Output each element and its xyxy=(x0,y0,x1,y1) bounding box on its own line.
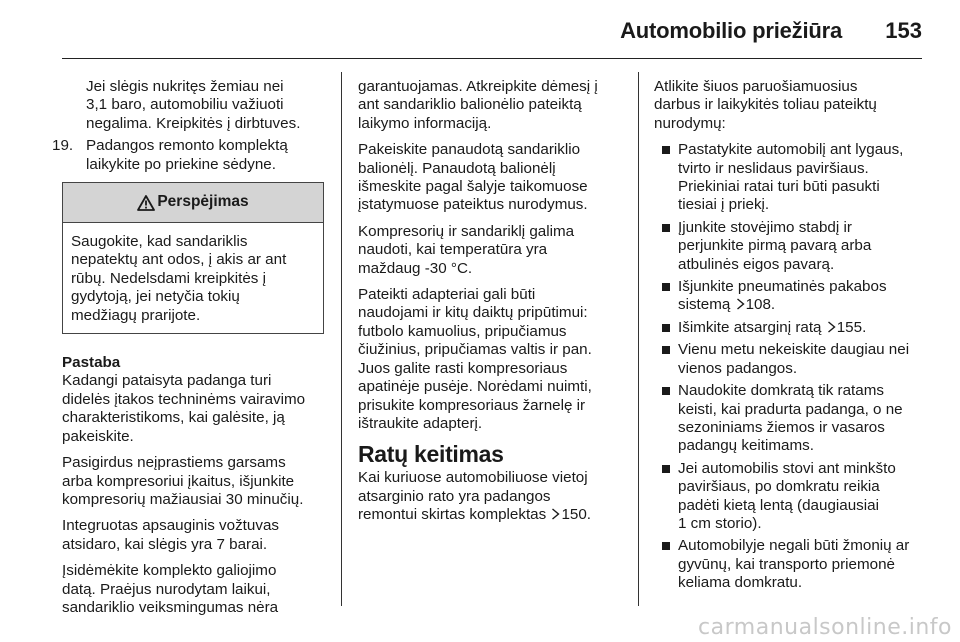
text-line: sandariklio veiksmingumas nėra xyxy=(62,598,279,616)
text-line: ant sandariklio balionėlio pateiktą xyxy=(358,96,582,114)
text-line: sistemą 108. xyxy=(678,296,776,314)
text-line: Integruotas apsauginis vožtuvas xyxy=(62,517,279,535)
text-line: Vienu metu nekeiskite daugiau nei xyxy=(678,341,910,359)
text-line: Jei automobilis stovi ant minkšto xyxy=(678,459,896,477)
text-line: perjunkite pirmą pavarą arba xyxy=(678,237,872,255)
bullet-square-icon xyxy=(662,283,670,291)
text-line: Pastatykite automobilį ant lygaus, xyxy=(678,141,904,159)
text-line: remontui skirtas komplektas 150. xyxy=(358,506,592,524)
text-line: darbus ir laikykitės toliau pateiktų xyxy=(654,96,877,114)
warning-header xyxy=(63,183,323,223)
text-line: gydytoją, jei netyčia tokių xyxy=(71,288,240,306)
section-heading: Ratų keitimas xyxy=(358,441,504,468)
note-paragraph-4 xyxy=(62,562,328,617)
text-line: kompresorių mažiausiai 30 minučių. xyxy=(62,490,304,508)
text-line: Kompresorių ir sandariklį galima xyxy=(358,222,575,240)
text-line: ištraukite adapterį. xyxy=(358,414,483,432)
text-line: Juos galite rasti kompresoriaus xyxy=(358,359,568,377)
bullet-square-icon xyxy=(662,324,670,332)
cross-reference-arrow-icon xyxy=(827,321,836,333)
warning-triangle-icon xyxy=(137,195,155,211)
text-line: Kadangi pataisyta padanga turi xyxy=(62,372,272,390)
text-line: Įsidėmėkite komplekto galiojimo xyxy=(62,562,277,580)
list-item xyxy=(654,278,924,315)
text-line: vienos padangos. xyxy=(678,359,798,377)
text-line: keliama domkratu. xyxy=(678,574,803,592)
paragraph-tire-repair-kit xyxy=(358,469,626,524)
preparation-list xyxy=(654,141,924,592)
page-reference-link[interactable]: 150. xyxy=(561,506,592,524)
text-line: didelės įtakos techninėms vairavimo xyxy=(62,390,306,408)
cross-reference-arrow-icon xyxy=(551,508,560,520)
page-number: 153 xyxy=(885,18,922,43)
text-line: išmeskite pagal šalyje taikomuose xyxy=(358,178,588,196)
text-line: keisti, kai pradurta padanga, o ne xyxy=(678,400,903,418)
paragraph-storage-info xyxy=(358,78,626,133)
page-reference-link[interactable]: 108. xyxy=(745,296,776,314)
list-item xyxy=(654,341,924,378)
note-title: Pastaba xyxy=(62,354,121,372)
paragraph-replace-bottle xyxy=(358,141,626,215)
warning-title: Perspėjimas xyxy=(157,193,249,211)
text-line: negalima. Kreipkitės į dirbtuves. xyxy=(86,114,301,132)
text-line: paviršiaus, po domkratu reikia xyxy=(678,478,880,496)
watermark: carmanualsonline.info xyxy=(698,615,952,640)
text-line: balionėlį. Panaudotą balionėlį xyxy=(358,159,556,177)
text-line: naudojami ir kitų daiktų pripūtimui: xyxy=(358,304,588,322)
column-2 xyxy=(358,78,626,533)
text-line: prisukite kompresoriaus žarnelę ir xyxy=(358,396,586,414)
text-line: maždaug -30 °C. xyxy=(358,259,473,277)
text-line: 3,1 baro, automobiliu važiuoti xyxy=(86,96,284,114)
text-line: Kai kuriuose automobiliuose vietoj xyxy=(358,469,588,487)
text-line: arba kompresoriui įkaitus, išjunkite xyxy=(62,472,295,490)
text-line: padėti kietą lentą (daugiausiai xyxy=(678,496,879,514)
text-line: Atlikite šiuos paruošiamuosius xyxy=(654,78,858,95)
text-line: Padangos remonto komplektą xyxy=(86,137,288,155)
text-line: 1 cm storio). xyxy=(678,514,762,532)
text-line: Pateikti adapteriai gali būti xyxy=(358,286,536,304)
text-line: nurodymų: xyxy=(654,114,726,132)
text-line: tiesiai į priekį. xyxy=(678,196,770,214)
warning-body xyxy=(63,223,323,333)
bullet-square-icon xyxy=(662,224,670,232)
list-item xyxy=(654,219,924,274)
text-line: atsarginio rato yra padangos xyxy=(358,487,551,505)
note-paragraph-3 xyxy=(62,517,328,554)
text-line: Priekiniai ratai turi būti pasukti xyxy=(678,178,880,196)
text-line: Jei slėgis nukritęs žemiau nei xyxy=(86,78,284,95)
text-line: laikymo informaciją. xyxy=(358,114,492,132)
column-1 xyxy=(52,78,328,625)
paragraph-adapters xyxy=(358,286,626,433)
bullet-square-icon xyxy=(662,387,670,395)
list-item xyxy=(654,141,924,215)
column-divider-2 xyxy=(638,72,639,606)
page-title: Automobilio priežiūra xyxy=(620,18,842,43)
text-line: medžiagų prarijote. xyxy=(71,306,201,324)
column-3 xyxy=(654,78,924,597)
list-item xyxy=(654,382,924,456)
text-line: garantuojamas. Atkreipkite dėmesį į xyxy=(358,78,598,95)
text-line: nepatektų ant odos, į akis ar ant xyxy=(71,251,287,269)
paragraph-temperature xyxy=(358,223,626,278)
text-line: tvirto ir neslidaus paviršiaus. xyxy=(678,159,869,177)
note-paragraph-1 xyxy=(62,372,328,446)
list-item-19 xyxy=(52,137,328,174)
text-line: Išimkite atsarginį ratą 155. xyxy=(678,318,867,336)
text-line: futbolo kamuolius, pripučiamus xyxy=(358,322,567,340)
text-line: Pasigirdus neįprastiems garsams xyxy=(62,454,286,472)
text-line: pakeiskite. xyxy=(62,427,134,445)
text-line: Automobilyje negali būti žmonių ar xyxy=(678,537,910,555)
text-line: gyvūnų, kai transporto priemonė xyxy=(678,555,895,573)
text-line: atsidaro, kai slėgis yra 7 barai. xyxy=(62,535,268,553)
bullet-square-icon xyxy=(662,346,670,354)
bullet-square-icon xyxy=(662,146,670,154)
page-reference-link[interactable]: 155. xyxy=(836,318,867,336)
list-item xyxy=(654,319,924,337)
text-line: Pakeiskite panaudotą sandariklio xyxy=(358,141,581,159)
note-paragraph-2 xyxy=(62,454,328,509)
text-line: rūbų. Nedelsdami kreipkitės į xyxy=(71,269,266,287)
column-divider-1 xyxy=(341,72,342,606)
page-header xyxy=(0,0,960,60)
text-line: apatinėje pusėje. Norėdami nuimti, xyxy=(358,378,592,396)
text-line: padangų keitimams. xyxy=(678,437,814,455)
text-line: Įjunkite stovėjimo stabdį ir xyxy=(678,218,852,236)
list-number: 19. xyxy=(52,137,74,155)
bullet-square-icon xyxy=(662,542,670,550)
text-line: naudoti, kai temperatūra yra xyxy=(358,241,548,259)
text-line: datą. Praėjus nurodytam laikui, xyxy=(62,580,271,598)
paragraph-intro xyxy=(654,78,924,133)
warning-box xyxy=(62,182,324,334)
text-line: atbulinės eigos pavarą. xyxy=(678,255,835,273)
list-item xyxy=(654,537,924,592)
list-item-18-continuation xyxy=(62,78,328,133)
text-line: Išjunkite pneumatinės pakabos xyxy=(678,278,887,296)
text-line: sezoniniams žiemos ir vasaros xyxy=(678,418,885,436)
text-line: Saugokite, kad sandariklis xyxy=(71,233,248,251)
bullet-square-icon xyxy=(662,465,670,473)
text-line: čiužinius, pripučiamas valtis ir pan. xyxy=(358,341,592,359)
text-line: Naudokite domkratą tik ratams xyxy=(678,382,884,400)
header-rule xyxy=(62,58,922,59)
text-line: įstatymuose pateiktus nurodymus. xyxy=(358,196,588,214)
cross-reference-arrow-icon xyxy=(736,298,745,310)
text-line: charakteristikoms, kai galėsite, ją xyxy=(62,409,285,427)
list-item xyxy=(654,460,924,534)
text-line: laikykite po priekine sėdyne. xyxy=(86,155,276,173)
